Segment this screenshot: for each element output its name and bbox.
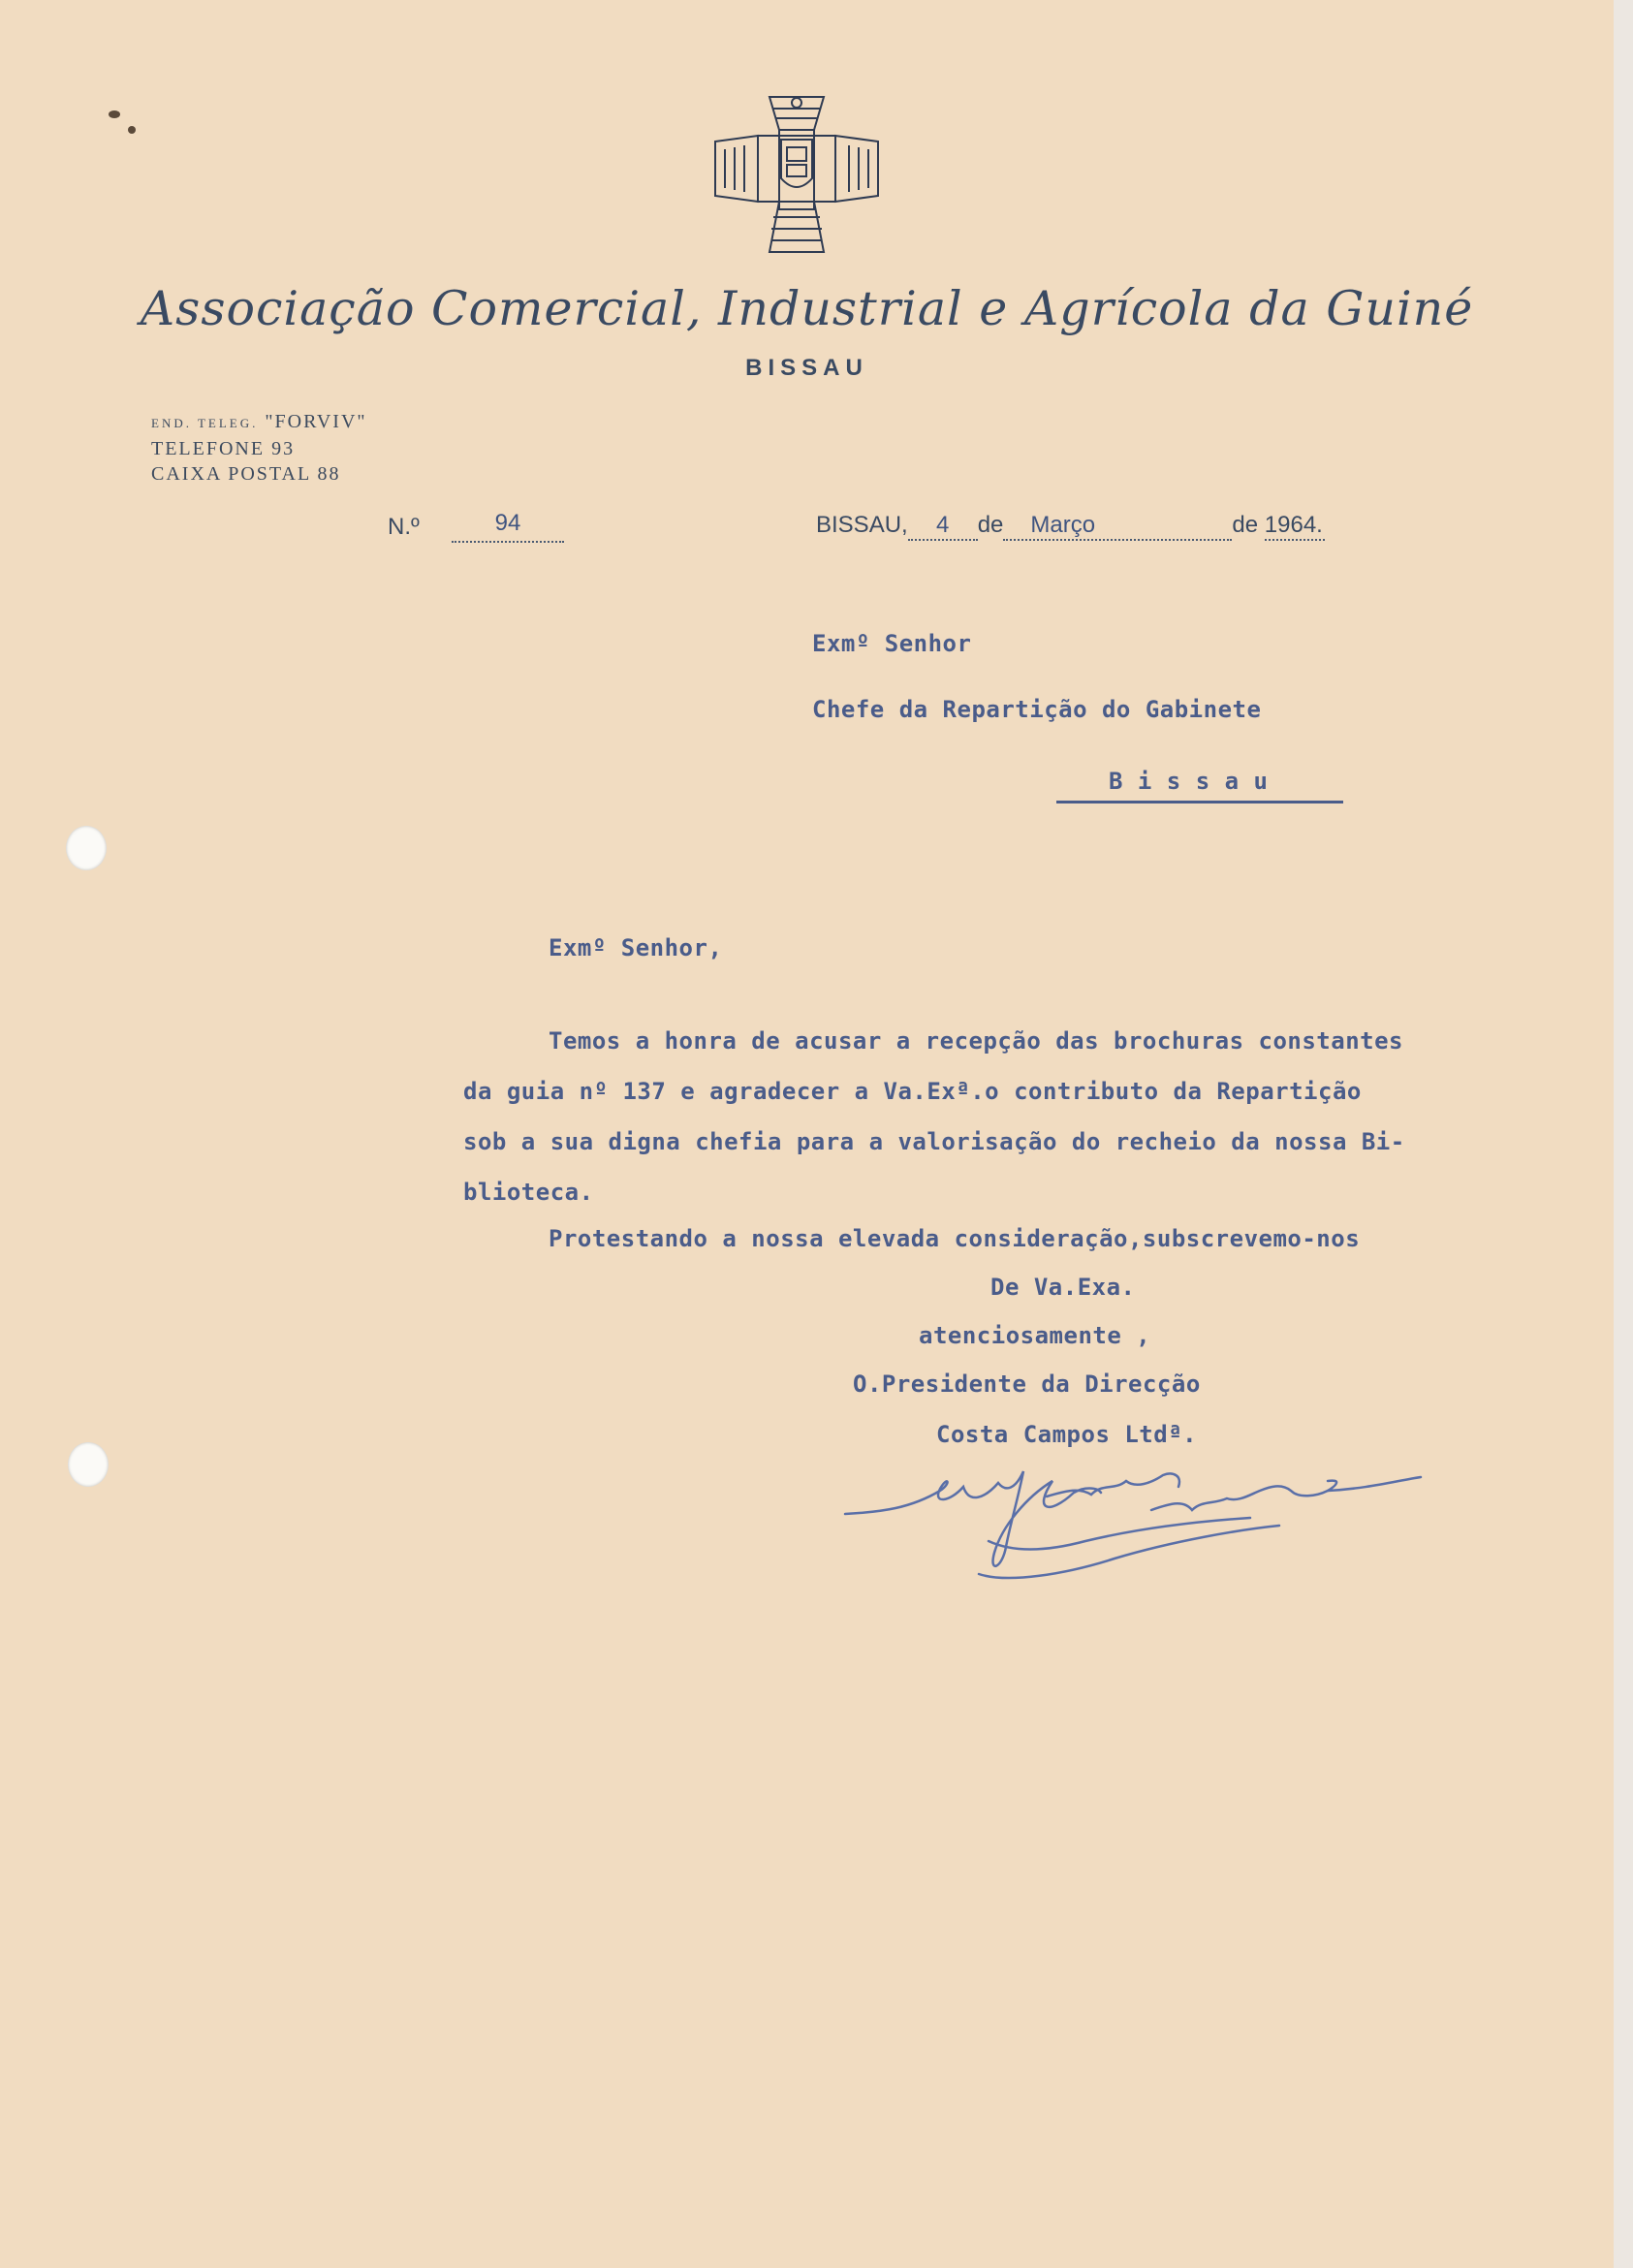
reference-label: N.º [388,514,420,540]
date-year: 1964. [1265,512,1325,541]
telephone: TELEFONE 93 [151,438,296,459]
handwritten-signature [843,1433,1425,1588]
body-line-2: da guia nº 137 e agradecer a Va.Exª.o contributo da Repartição [463,1078,1362,1105]
date-line [816,512,1325,541]
addressee-salutation: Exmº Senhor [812,630,972,657]
date-day: 4 [908,512,978,541]
date-de-1: de [977,512,1004,538]
body-line-1: Temos a honra de acusar a recepção das brochuras constantes [549,1027,1404,1055]
date-month: Março [1003,512,1232,541]
closing-line-4: Costa Campos Ltdª. [936,1421,1198,1448]
association-emblem-icon [709,81,884,256]
letterhead-contact [151,409,367,487]
addressee-city: B i s s a u [1109,768,1269,795]
body-greeting: Exmº Senhor, [549,934,723,961]
body-paragraph-2: Protestando a nossa elevada consideração,subscrevemo-nos [549,1225,1361,1252]
date-place: BISSAU, [816,512,908,538]
closing-line-3: O.Presidente da Direcção [853,1370,1201,1398]
ink-speck [109,110,120,118]
reference-number: 94 [452,510,564,543]
closing-line-1: De Va.Exa. [990,1274,1136,1301]
letterhead-city: BISSAU [745,355,868,381]
po-box: CAIXA POSTAL 88 [151,463,341,485]
body-line-3: sob a sua digna chefia para a valorisação do recheio da nossa Bi- [463,1128,1405,1155]
closing-line-2: atenciosamente , [919,1322,1151,1349]
telegraph-address: END. TELEG. "FORVIV" [151,411,367,432]
ink-speck [128,126,136,134]
association-name: Associação Comercial, Industrial e Agrícola da Guiné [140,281,1474,336]
scan-edge [1614,0,1633,2268]
addressee-title: Chefe da Repartição do Gabinete [812,696,1262,723]
body-line-4: blioteca. [463,1179,594,1206]
addressee-underline [1056,801,1343,803]
date-de-2: de [1232,512,1259,538]
punch-hole-bottom [68,1442,109,1487]
punch-hole-top [66,826,107,870]
